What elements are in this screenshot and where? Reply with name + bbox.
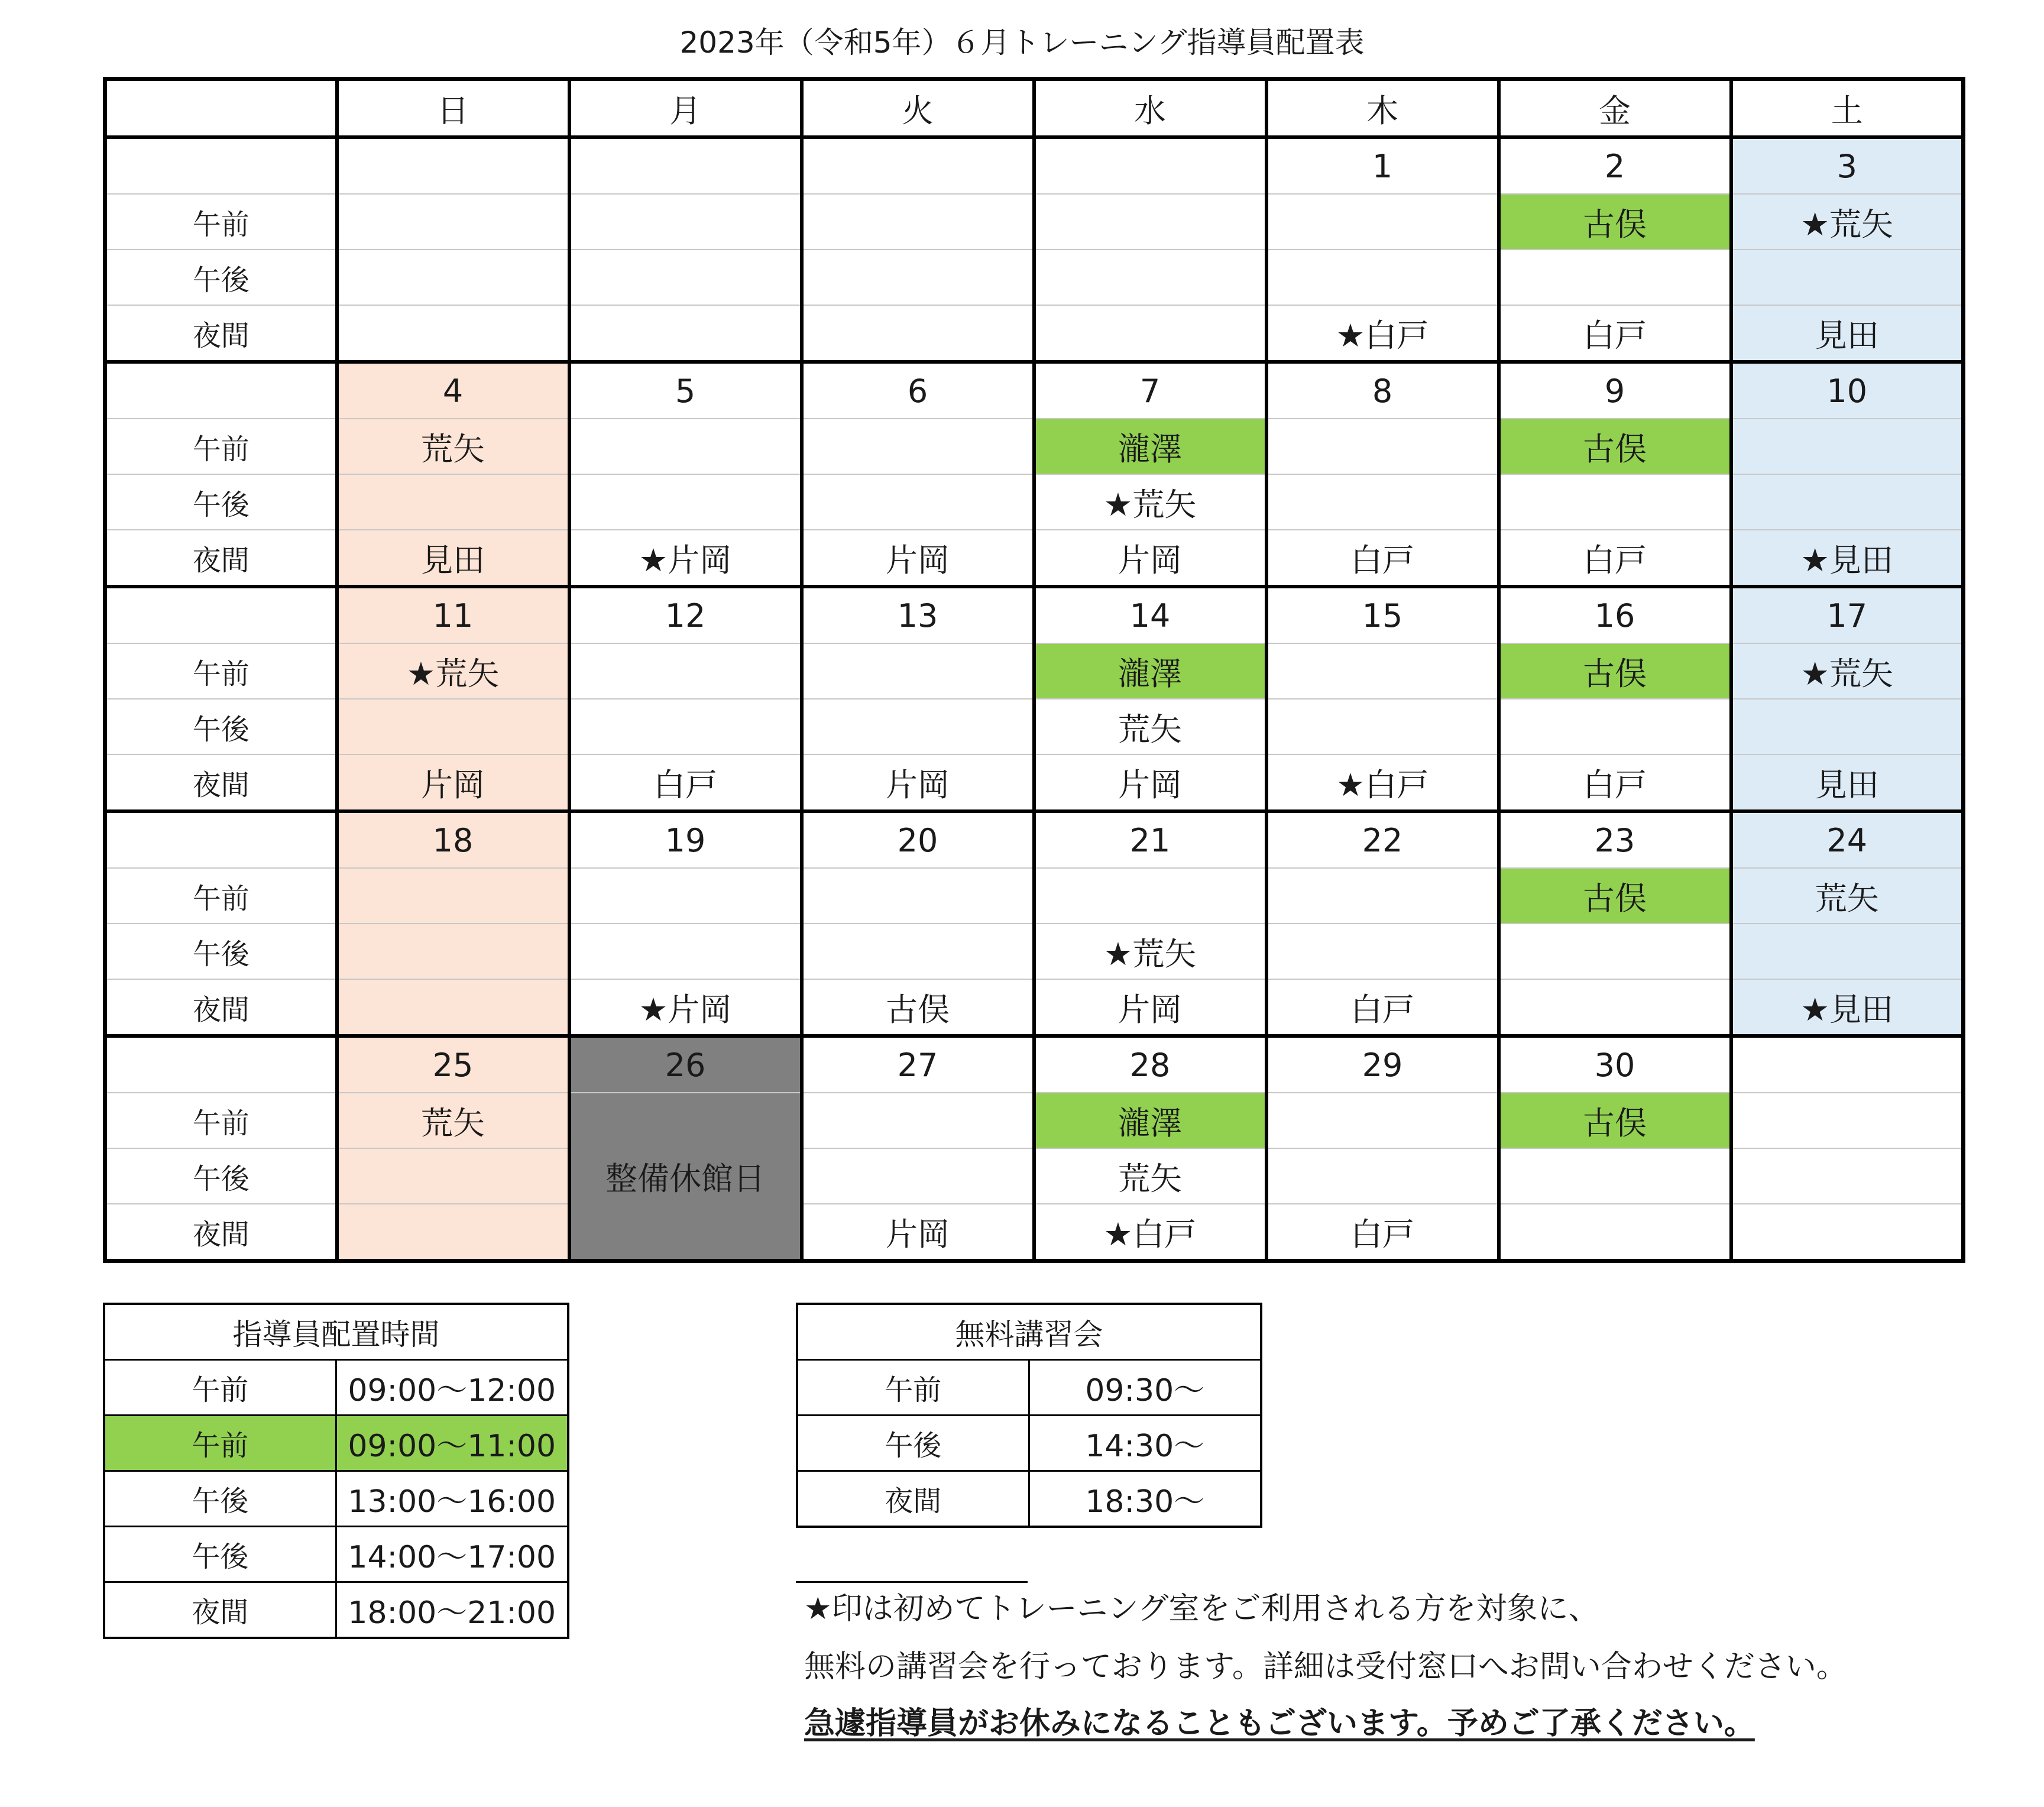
staff-cell: 瀧澤 — [1034, 419, 1266, 474]
staff-cell — [337, 250, 569, 305]
hours-row — [104, 1471, 568, 1527]
date-cell: 22 — [1266, 811, 1499, 868]
staff-cell — [1266, 250, 1499, 305]
hours-row — [104, 1416, 568, 1471]
date-cell — [1731, 1036, 1964, 1093]
date-cell: 28 — [1034, 1036, 1266, 1093]
staff-cell — [802, 419, 1034, 474]
week-2-afternoon-row — [105, 474, 1964, 530]
staff-cell: 片岡 — [802, 530, 1034, 587]
staff-cell: 片岡 — [1034, 530, 1266, 587]
staff-cell — [337, 699, 569, 754]
staff-cell — [1731, 699, 1964, 754]
note-line-1: ★印は初めてトレーニング室をご利用される方を対象に、 — [804, 1591, 1599, 1627]
week-2-morning-row — [105, 419, 1964, 474]
staff-cell — [1266, 699, 1499, 754]
blank-label-cell — [105, 137, 337, 194]
staff-cell: ★荒矢 — [1034, 924, 1266, 979]
slot-label-afternoon: 午後 — [105, 924, 337, 979]
date-cell: 18 — [337, 811, 569, 868]
staff-cell — [569, 868, 802, 924]
staff-cell: ★白戸 — [1266, 754, 1499, 811]
lecture-slot-label: 夜間 — [797, 1471, 1029, 1527]
staff-cell: 荒矢 — [1034, 699, 1266, 754]
week-5-date-row — [105, 1036, 1964, 1093]
week-3-evening-row — [105, 754, 1964, 811]
staff-cell — [1731, 1148, 1964, 1204]
staff-cell: 荒矢 — [337, 1093, 569, 1148]
staff-cell — [1731, 474, 1964, 530]
week-3-date-row — [105, 587, 1964, 643]
week-3-afternoon-row — [105, 699, 1964, 754]
date-cell: 6 — [802, 362, 1034, 419]
date-cell: 21 — [1034, 811, 1266, 868]
week-4-morning-row — [105, 868, 1964, 924]
staff-cell: ★見田 — [1731, 530, 1964, 587]
blank-label-cell — [105, 1036, 337, 1093]
date-cell: 20 — [802, 811, 1034, 868]
blank-label-cell — [105, 362, 337, 419]
staff-cell: 白戸 — [1266, 979, 1499, 1036]
slot-label-morning: 午前 — [105, 868, 337, 924]
hours-slot-label: 午前 — [104, 1416, 336, 1471]
staff-cell: 白戸 — [1499, 754, 1731, 811]
staff-cell — [569, 419, 802, 474]
week-1-morning-row — [105, 194, 1964, 250]
staff-cell: ★片岡 — [569, 530, 802, 587]
staff-cell — [1499, 924, 1731, 979]
staff-cell: 見田 — [1731, 754, 1964, 811]
slot-label-afternoon: 午後 — [105, 474, 337, 530]
staff-cell — [1266, 474, 1499, 530]
date-cell: 15 — [1266, 587, 1499, 643]
hours-time: 09:00～11:00 — [336, 1416, 568, 1471]
lecture-row — [797, 1471, 1261, 1527]
staff-cell — [1266, 419, 1499, 474]
week-5-afternoon-row — [105, 1148, 1964, 1204]
staff-cell: ★荒矢 — [1731, 643, 1964, 699]
week-1-evening-row — [105, 305, 1964, 362]
date-cell: 27 — [802, 1036, 1034, 1093]
staff-cell — [802, 1093, 1034, 1148]
lecture-time: 09:30～ — [1029, 1360, 1261, 1416]
note-line-3-warning: 急遽指導員がお休みになることもございます。予めご了承ください。 — [804, 1706, 1755, 1741]
staff-cell — [337, 1148, 569, 1204]
staff-cell: 瀧澤 — [1034, 1093, 1266, 1148]
staff-cell: 瀧澤 — [1034, 643, 1266, 699]
staff-cell — [1499, 474, 1731, 530]
staff-cell — [1731, 924, 1964, 979]
slot-label-afternoon: 午後 — [105, 250, 337, 305]
staff-cell — [569, 194, 802, 250]
slot-label-evening: 夜間 — [105, 1204, 337, 1261]
slot-label-morning: 午前 — [105, 643, 337, 699]
blank-label-cell — [105, 587, 337, 643]
date-cell: 12 — [569, 587, 802, 643]
staff-cell: ★荒矢 — [1034, 474, 1266, 530]
date-cell: 24 — [1731, 811, 1964, 868]
staff-cell: 古俣 — [1499, 868, 1731, 924]
note-divider — [796, 1581, 1028, 1583]
week-4-afternoon-row — [105, 924, 1964, 979]
staff-cell: ★荒矢 — [337, 643, 569, 699]
staff-cell: 荒矢 — [337, 419, 569, 474]
staff-cell: 片岡 — [1034, 979, 1266, 1036]
staff-cell — [1499, 250, 1731, 305]
staff-cell — [569, 305, 802, 362]
date-cell: 16 — [1499, 587, 1731, 643]
staff-cell — [337, 979, 569, 1036]
staff-cell: ★白戸 — [1266, 305, 1499, 362]
weekday-fri: 金 — [1499, 79, 1731, 138]
slot-label-evening: 夜間 — [105, 979, 337, 1036]
lecture-slot-label: 午後 — [797, 1416, 1029, 1471]
hours-slot-label: 午前 — [104, 1360, 336, 1416]
date-cell — [337, 137, 569, 194]
staff-cell — [1034, 194, 1266, 250]
slot-label-afternoon: 午後 — [105, 699, 337, 754]
week-2-evening-row — [105, 530, 1964, 587]
staff-cell — [337, 1204, 569, 1261]
hours-time: 13:00～16:00 — [336, 1471, 568, 1527]
weekday-wed: 水 — [1034, 79, 1266, 138]
date-cell: 19 — [569, 811, 802, 868]
staff-cell — [1266, 194, 1499, 250]
staff-cell: 見田 — [337, 530, 569, 587]
week-1-afternoon-row — [105, 250, 1964, 305]
slot-label-morning: 午前 — [105, 194, 337, 250]
date-cell — [1034, 137, 1266, 194]
date-cell: 4 — [337, 362, 569, 419]
hours-row — [104, 1527, 568, 1582]
slot-label-morning: 午前 — [105, 1093, 337, 1148]
date-cell: 26 — [569, 1036, 802, 1093]
free-lecture-table — [796, 1303, 1262, 1528]
date-cell — [569, 137, 802, 194]
staff-cell: 荒矢 — [1034, 1148, 1266, 1204]
staff-cell — [802, 305, 1034, 362]
date-cell: 29 — [1266, 1036, 1499, 1093]
staff-cell: 見田 — [1731, 305, 1964, 362]
date-cell: 5 — [569, 362, 802, 419]
week-1-date-row — [105, 137, 1964, 194]
staff-cell — [802, 699, 1034, 754]
staff-cell — [1731, 250, 1964, 305]
hours-row — [104, 1360, 568, 1416]
date-cell: 8 — [1266, 362, 1499, 419]
slot-label-morning: 午前 — [105, 419, 337, 474]
lecture-row — [797, 1416, 1261, 1471]
staff-cell — [802, 924, 1034, 979]
staff-cell: 片岡 — [802, 1204, 1034, 1261]
staff-cell: 古俣 — [1499, 419, 1731, 474]
hours-time: 14:00～17:00 — [336, 1527, 568, 1582]
date-cell: 9 — [1499, 362, 1731, 419]
date-cell: 2 — [1499, 137, 1731, 194]
staff-cell — [802, 643, 1034, 699]
hours-slot-label: 夜間 — [104, 1582, 336, 1638]
date-cell: 17 — [1731, 587, 1964, 643]
week-5-evening-row — [105, 1204, 1964, 1261]
staff-cell — [337, 194, 569, 250]
weekday-sat: 土 — [1731, 79, 1964, 138]
date-cell: 3 — [1731, 137, 1964, 194]
date-cell: 7 — [1034, 362, 1266, 419]
date-cell: 1 — [1266, 137, 1499, 194]
date-cell: 14 — [1034, 587, 1266, 643]
staff-cell — [569, 250, 802, 305]
date-cell: 10 — [1731, 362, 1964, 419]
week-4-evening-row — [105, 979, 1964, 1036]
staff-hours-caption: 指導員配置時間 — [104, 1304, 568, 1360]
slot-label-evening: 夜間 — [105, 754, 337, 811]
staff-cell — [1266, 868, 1499, 924]
hours-slot-label: 午後 — [104, 1527, 336, 1582]
hours-time: 18:00～21:00 — [336, 1582, 568, 1638]
staff-cell — [1499, 1204, 1731, 1261]
weekday-sun: 日 — [337, 79, 569, 138]
staff-cell — [569, 474, 802, 530]
date-cell: 11 — [337, 587, 569, 643]
staff-cell: 白戸 — [1499, 305, 1731, 362]
staff-cell: 片岡 — [1034, 754, 1266, 811]
week-3-morning-row — [105, 643, 1964, 699]
staff-hours-table — [103, 1303, 569, 1639]
staff-cell — [337, 924, 569, 979]
staff-cell: ★片岡 — [569, 979, 802, 1036]
staff-cell: 白戸 — [1266, 1204, 1499, 1261]
schedule-calendar — [103, 77, 1965, 1263]
lecture-slot-label: 午前 — [797, 1360, 1029, 1416]
date-cell: 30 — [1499, 1036, 1731, 1093]
staff-cell — [1499, 979, 1731, 1036]
week-5-morning-row — [105, 1093, 1964, 1148]
closed-day-cell: 整備休館日 — [569, 1093, 802, 1261]
staff-cell — [1034, 305, 1266, 362]
free-lecture-caption: 無料講習会 — [797, 1304, 1261, 1360]
staff-cell — [1731, 1093, 1964, 1148]
staff-cell — [337, 474, 569, 530]
staff-cell — [1266, 1093, 1499, 1148]
staff-cell — [1731, 419, 1964, 474]
staff-cell — [802, 1148, 1034, 1204]
staff-cell — [802, 868, 1034, 924]
blank-label-cell — [105, 811, 337, 868]
hours-row — [104, 1582, 568, 1638]
staff-cell — [802, 194, 1034, 250]
staff-cell: 古俣 — [1499, 194, 1731, 250]
slot-label-afternoon: 午後 — [105, 1148, 337, 1204]
staff-cell: ★荒矢 — [1731, 194, 1964, 250]
staff-cell — [1266, 643, 1499, 699]
lecture-time: 14:30～ — [1029, 1416, 1261, 1471]
staff-cell: 片岡 — [802, 754, 1034, 811]
staff-cell — [569, 699, 802, 754]
date-cell: 25 — [337, 1036, 569, 1093]
lecture-row — [797, 1360, 1261, 1416]
weekday-thu: 木 — [1266, 79, 1499, 138]
staff-cell — [1266, 924, 1499, 979]
staff-cell: ★見田 — [1731, 979, 1964, 1036]
staff-cell — [337, 305, 569, 362]
staff-cell: 片岡 — [337, 754, 569, 811]
staff-cell: 古俣 — [1499, 643, 1731, 699]
slot-label-evening: 夜間 — [105, 530, 337, 587]
weekday-tue: 火 — [802, 79, 1034, 138]
staff-cell: 古俣 — [802, 979, 1034, 1036]
staff-cell — [1499, 699, 1731, 754]
weekday-header-row — [105, 79, 1964, 138]
staff-cell: 白戸 — [1499, 530, 1731, 587]
staff-cell: ★白戸 — [1034, 1204, 1266, 1261]
note-line-2: 無料の講習会を行っております。詳細は受付窓口へお問い合わせください。 — [804, 1649, 1847, 1685]
staff-cell: 白戸 — [569, 754, 802, 811]
hours-time: 09:00～12:00 — [336, 1360, 568, 1416]
staff-cell — [1499, 1148, 1731, 1204]
corner-cell — [105, 79, 337, 138]
staff-cell: 白戸 — [1266, 530, 1499, 587]
week-4-date-row — [105, 811, 1964, 868]
lecture-time: 18:30～ — [1029, 1471, 1261, 1527]
staff-cell — [1731, 1204, 1964, 1261]
page-title: 2023年（令和5年）６月トレーニング指導員配置表 — [679, 25, 1365, 60]
staff-cell — [802, 250, 1034, 305]
hours-slot-label: 午後 — [104, 1471, 336, 1527]
staff-cell: 古俣 — [1499, 1093, 1731, 1148]
staff-cell — [337, 868, 569, 924]
week-2-date-row — [105, 362, 1964, 419]
slot-label-evening: 夜間 — [105, 305, 337, 362]
staff-cell — [1034, 868, 1266, 924]
staff-cell — [569, 924, 802, 979]
staff-cell — [569, 643, 802, 699]
date-cell: 13 — [802, 587, 1034, 643]
staff-cell — [1034, 250, 1266, 305]
staff-cell: 荒矢 — [1731, 868, 1964, 924]
staff-cell — [1266, 1148, 1499, 1204]
staff-cell — [802, 474, 1034, 530]
date-cell: 23 — [1499, 811, 1731, 868]
date-cell — [802, 137, 1034, 194]
weekday-mon: 月 — [569, 79, 802, 138]
